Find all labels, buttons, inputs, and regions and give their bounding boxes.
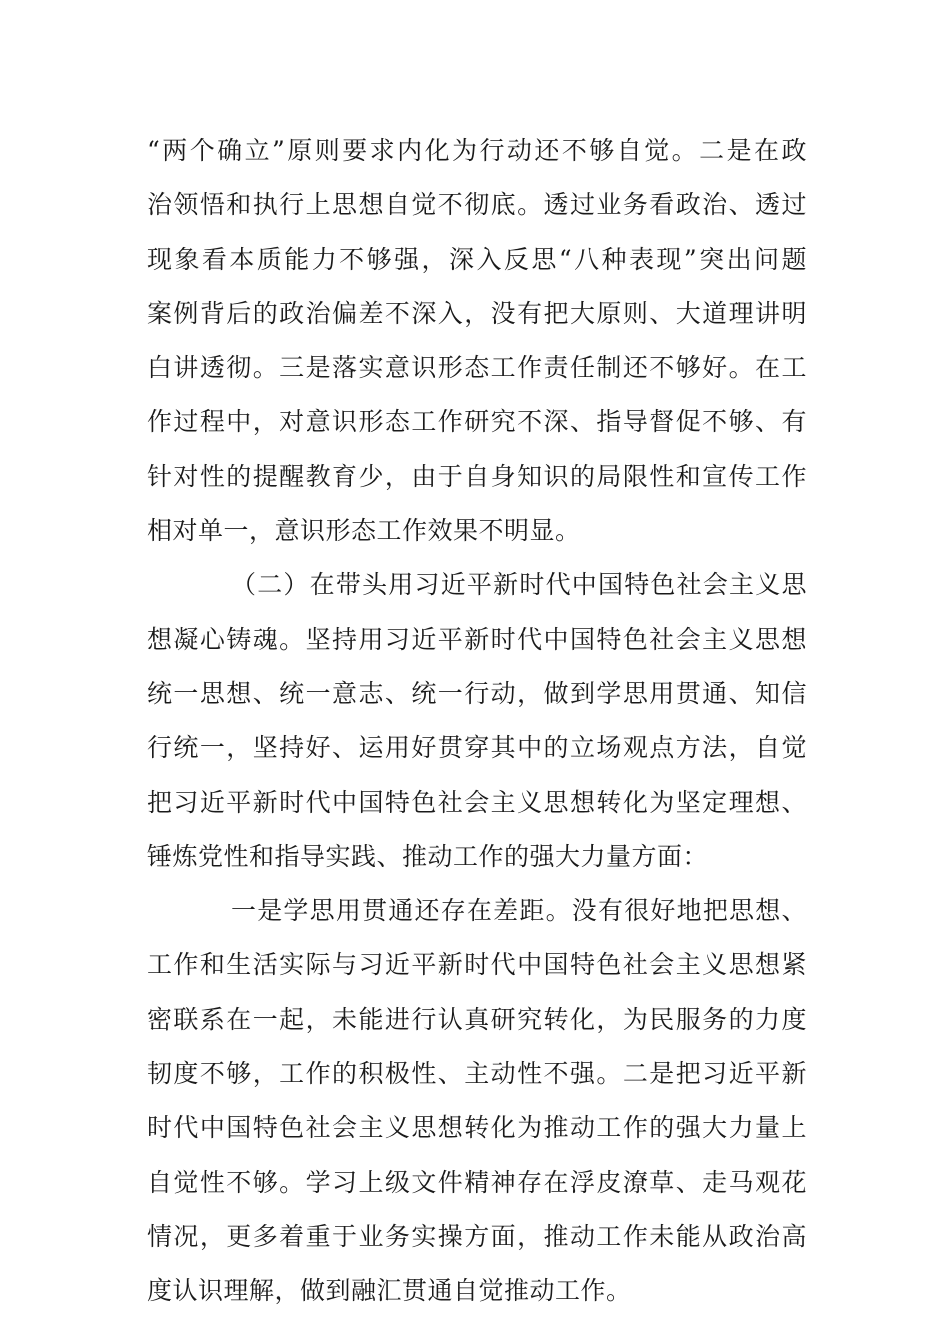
text-line: 统一思想、统一意志、统一行动，做到学思用贯通、知信	[147, 678, 807, 708]
text-line: 情况，更多着重于业务实操方面，推动工作未能从政治高	[147, 1221, 807, 1251]
document-body	[147, 124, 807, 1319]
text-line: 想凝心铸魂。坚持用习近平新时代中国特色社会主义思想	[147, 624, 807, 654]
text-line: 自觉性不够。学习上级文件精神存在浮皮潦草、走马观花	[147, 1167, 807, 1197]
text-line: 度认识理解，做到融汇贯通自觉推动工作。	[147, 1276, 632, 1306]
text-line: 行统一，坚持好、运用好贯穿其中的立场观点方法，自觉	[147, 733, 807, 763]
paragraph-first-line: 一是学思用贯通还存在差距。没有很好地把思想、	[231, 896, 807, 926]
text-line: 锤炼党性和指导实践、推动工作的强大力量方面：	[147, 841, 709, 871]
text-line: 密联系在一起，未能进行认真研究转化，为民服务的力度	[147, 1004, 807, 1034]
text-line: 针对性的提醒教育少，由于自身知识的局限性和宣传工作	[147, 461, 807, 491]
text-line: 时代中国特色社会主义思想转化为推动工作的强大力量上	[147, 1113, 807, 1143]
text-line: 韧度不够，工作的积极性、主动性不强。二是把习近平新	[147, 1059, 807, 1089]
text-line: 白讲透彻。三是落实意识形态工作责任制还不够好。在工	[147, 353, 807, 383]
text-line: 把习近平新时代中国特色社会主义思想转化为坚定理想、	[147, 787, 807, 817]
text-line: “两个确立”原则要求内化为行动还不够自觉。二是在政	[147, 136, 807, 165]
text-line: 作过程中，对意识形态工作研究不深、指导督促不够、有	[147, 407, 807, 437]
section-heading-line: （二）在带头用习近平新时代中国特色社会主义思	[231, 570, 807, 600]
text-line: 现象看本质能力不够强，深入反思“八种表现”突出问题	[147, 244, 807, 274]
text-line: 治领悟和执行上思想自觉不彻底。透过业务看政治、透过	[147, 190, 807, 220]
text-line: 案例背后的政治偏差不深入，没有把大原则、大道理讲明	[147, 298, 807, 328]
text-line: 工作和生活实际与习近平新时代中国特色社会主义思想紧	[147, 950, 807, 980]
text-line: 相对单一，意识形态工作效果不明显。	[147, 516, 581, 546]
